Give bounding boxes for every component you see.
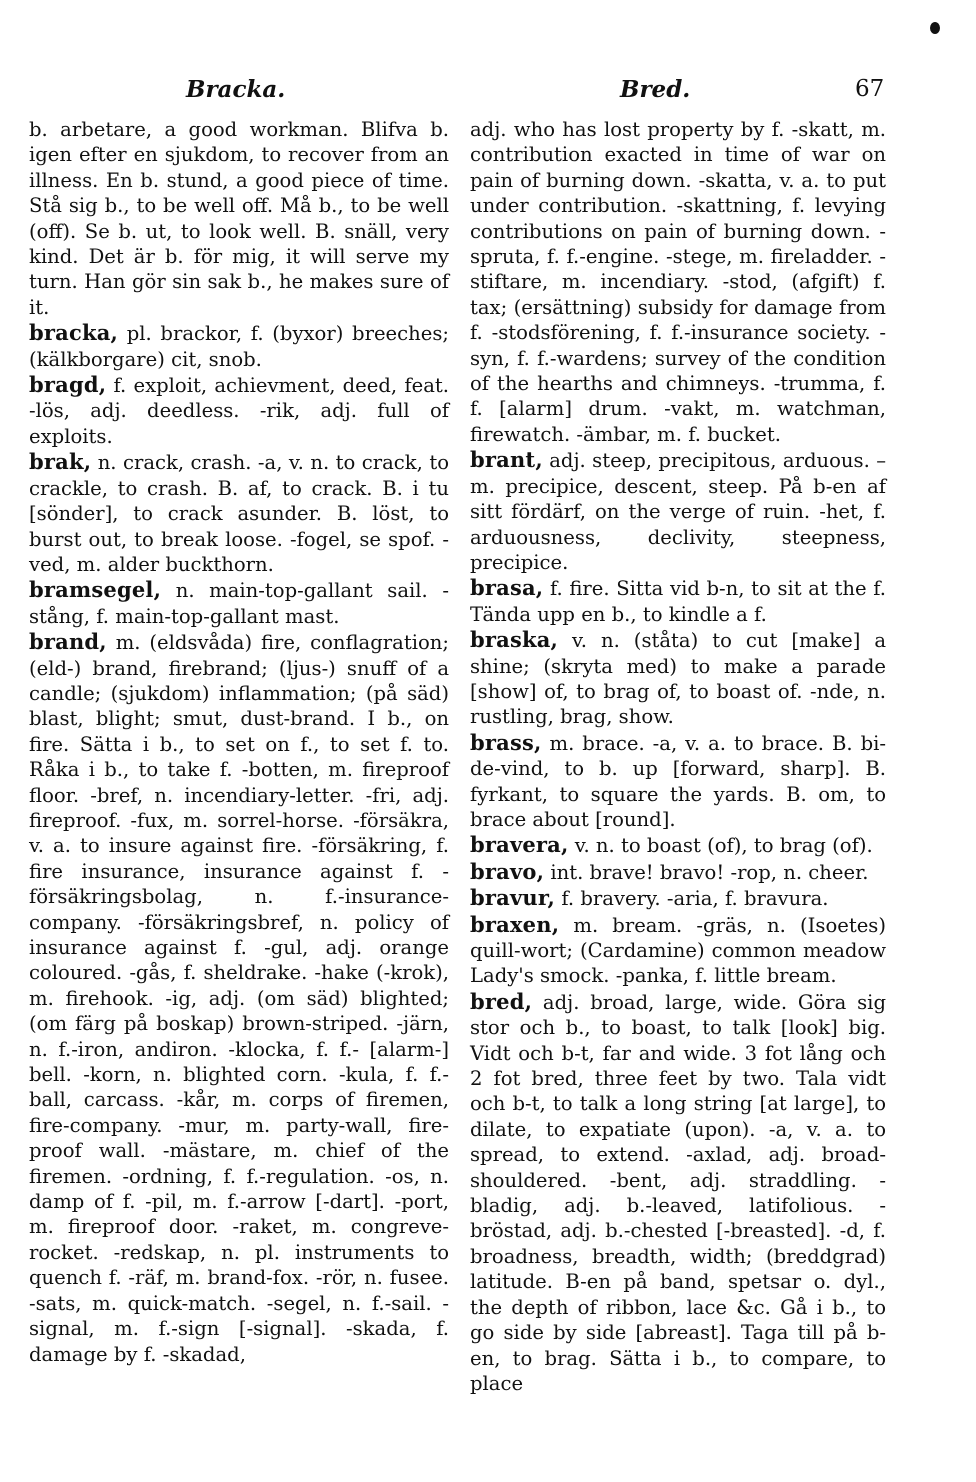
entry xyxy=(29,372,449,449)
entry-text: v. n. (ståta) to cut [make] a shine; (skryta med) to make a parade [show] of, to brag of, to boast of. -nde, n. rustling, brag, show. xyxy=(470,629,886,729)
entry xyxy=(29,449,449,577)
entry-text: adj. who has lost property by f. -skatt, m. contribution exacted in time of war on pain of burning down. -skatta, v. a. to put under contribution. -skattning, f. levying contributions on pain of burning down. -spruta, f. f.-engine. -stege, m. firеladder. -stiftare, m. incendiary. -stod, (afgift) f. tax; (ersättning) subsidy for damage from f. -stodsförening, f. f.-insurance society. -syn, f. f.-wardens; survey of the condition of the hearths and chimneys. -trumma, f. f. [alarm] drum. -vakt, m. watchman, firewatch. -ämbar, m. f. bucket. xyxy=(470,118,886,446)
entry-text: b. arbetare, a good workman. Blifva b. igen efter en sjukdom, to recover from an illness. En b. stund, a good piece of time. Stå sig b., to be well off. Må b., to be well (off). Se b. ut, to look well. B. snäll, very kind. Det är b. för mig, it will serve my turn. Han gör sin sak b., he makes sure of it. xyxy=(29,118,449,319)
entry xyxy=(29,577,449,629)
entry xyxy=(470,859,886,885)
entry xyxy=(470,832,886,858)
entry-text: m. (eldsvåda) fire, conflagration; (eld-) brand, firebrand; (ljus-) snuff of a candle; (sjukdom) inflammation; (på säd) blast, blight; smut, dust-brand. I b., on fire. Sätta i b., to set on f., to set f. to. Råka i b., to take f. -botten, m. fireproof floor. -bref, n. incendiary-letter. -fri, adj. fireproof. -fux, m. sorrel-horse. -försäkra, v. a. to insure against fire. -försäkring, f. fire insurance, insurance against f. -försäkringsbolag, n. f.-insurance-company. -försäkringsbref, n. policy of insurance against f. -gul, adj. orange coloured. -gås, f. sheldrake. -hake (-krok), m. firehook. -ig, adj. (om säd) blighted; (om färg på boskap) brown-striped. -järn, n. f.-iron, andiron. -klocka, f. f.- [alarm-] bell. -korn, n. blighted corn. -kula, f. f.-ball, carcass. -kår, m. corps of firemen, fire-company. -mur, m. party-wall, fire-proof wall. -mästare, m. chief of the firemen. -ordning, f. f.-regulation. -os, n. damp of f. -pil, m. f.-arrow [-dart]. -port, m. fireproof door. -raket, m. congreve-rocket. -redskap, n. pl. instruments to quench f. -räf, m. brand-fox. -rör, n. fusee. -sats, m. quick-match. -segel, n. f.-sail. -signal, m. f.-sign [-signal]. -skada, f. damage by f. -skadad, xyxy=(29,631,449,1366)
entry-text: n. main-top-gallant sail. -stång, f. main-top-gallant mast. xyxy=(29,579,450,628)
entry-headword: brasa, xyxy=(470,575,544,601)
entry xyxy=(470,447,886,575)
entry-headword: braska, xyxy=(470,627,559,653)
running-head-right: Bred. xyxy=(620,76,691,103)
entry-text: int. brave! bravo! -rop, n. cheer. xyxy=(550,860,869,884)
entry xyxy=(470,989,886,1397)
entry-text: v. n. to boast (of), to brag (of). xyxy=(574,834,873,858)
entry-headword: bravera, xyxy=(470,832,569,858)
entry-headword: brant, xyxy=(470,447,543,473)
entry-headword: brand, xyxy=(29,629,107,655)
right-column xyxy=(470,116,886,1396)
entry-headword: bred, xyxy=(470,988,533,1014)
entry-headword: bragd, xyxy=(29,372,107,398)
entry xyxy=(29,116,449,320)
page-number: 67 xyxy=(855,76,885,102)
entry-headword: bravo, xyxy=(470,858,545,884)
entry-headword: bravur, xyxy=(470,885,556,911)
entry-text: adj. broad, large, wide. Göra sig stor och b., to boast, to talk [look] big. Vidt och b-t, far and wide. 3 fot lång och 2 fot bred, three feet by two. Tala vidt och b-t, to talk a long string [at large], to dilate, to expatiate (upon). -a, v. a. to spread, to extend. -axlad, adj. broad-shouldered. -bent, adj. straddling. -bladig, adj. b.-leaved, latifolious. -bröstad, adj. b.-chested [-breasted]. -d, f. broadness, breadth, width; (breddgrad) latitude. B-en på band, spetsar o. dyl., the depth of ribbon, lace &c. Gå i b., to go side by side [abreast]. Taga till på b-en, to brag. Sätta i b., to compare, to place xyxy=(470,990,886,1395)
entry xyxy=(470,912,886,989)
ink-dot xyxy=(930,22,940,34)
running-head-left: Bracka. xyxy=(186,76,286,103)
entry-text: f. bravery. -aria, f. bravura. xyxy=(561,887,829,911)
entry-text: n. crack, crash. -a, v. n. to crack, to crackle, to crash. B. af, to crack. B. i tu [sönder], to crack asunder. B. löst, to burst out, to break loose. -fogel, se spof. -ved, m. alder buckthorn. xyxy=(29,451,450,576)
entry xyxy=(29,629,449,1367)
entry-text: m. bream. -gräs, n. (Isoetes) quill-wort; (Cardamine) common meadow Lady's smock. -panka, f. little bream. xyxy=(470,913,887,988)
entry-text: f. fire. Sitta vid b-n, to sit at the f. Tända upp en b., to kindle a f. xyxy=(470,577,886,626)
entry-text: m. brace. -a, v. a. to brace. B. bi-de-vind, to b. up [forward, sharp]. B. fyrkant, to square the yards. B. om, to brace about [round]. xyxy=(470,731,886,831)
entry xyxy=(470,116,886,447)
entry-headword: bramsegel, xyxy=(29,577,162,603)
entry-headword: braxen, xyxy=(470,911,560,937)
entry-text: adj. steep, precipitous, arduous. – m. precipice, descent, steep. På b-en af sitt fördärf, on the verge of ruin. -het, f. arduousness, declivity, steepness, precipice. xyxy=(470,449,886,574)
entry xyxy=(470,885,886,911)
entry-headword: bracka, xyxy=(29,320,119,346)
entry-text: pl. brackor, f. (byxor) breeches; (kälkborgare) cit, snob. xyxy=(29,322,449,371)
entry xyxy=(470,627,886,730)
entry xyxy=(470,730,886,833)
entry xyxy=(470,575,886,627)
left-column xyxy=(29,116,449,1367)
entry-headword: brass, xyxy=(470,729,542,755)
entry-headword: brak, xyxy=(29,449,92,475)
entry-text: f. exploit, achievment, deed, feat. -lös, adj. deedless. -rik, adj. full of exploits. xyxy=(29,374,449,448)
entry xyxy=(29,320,449,372)
